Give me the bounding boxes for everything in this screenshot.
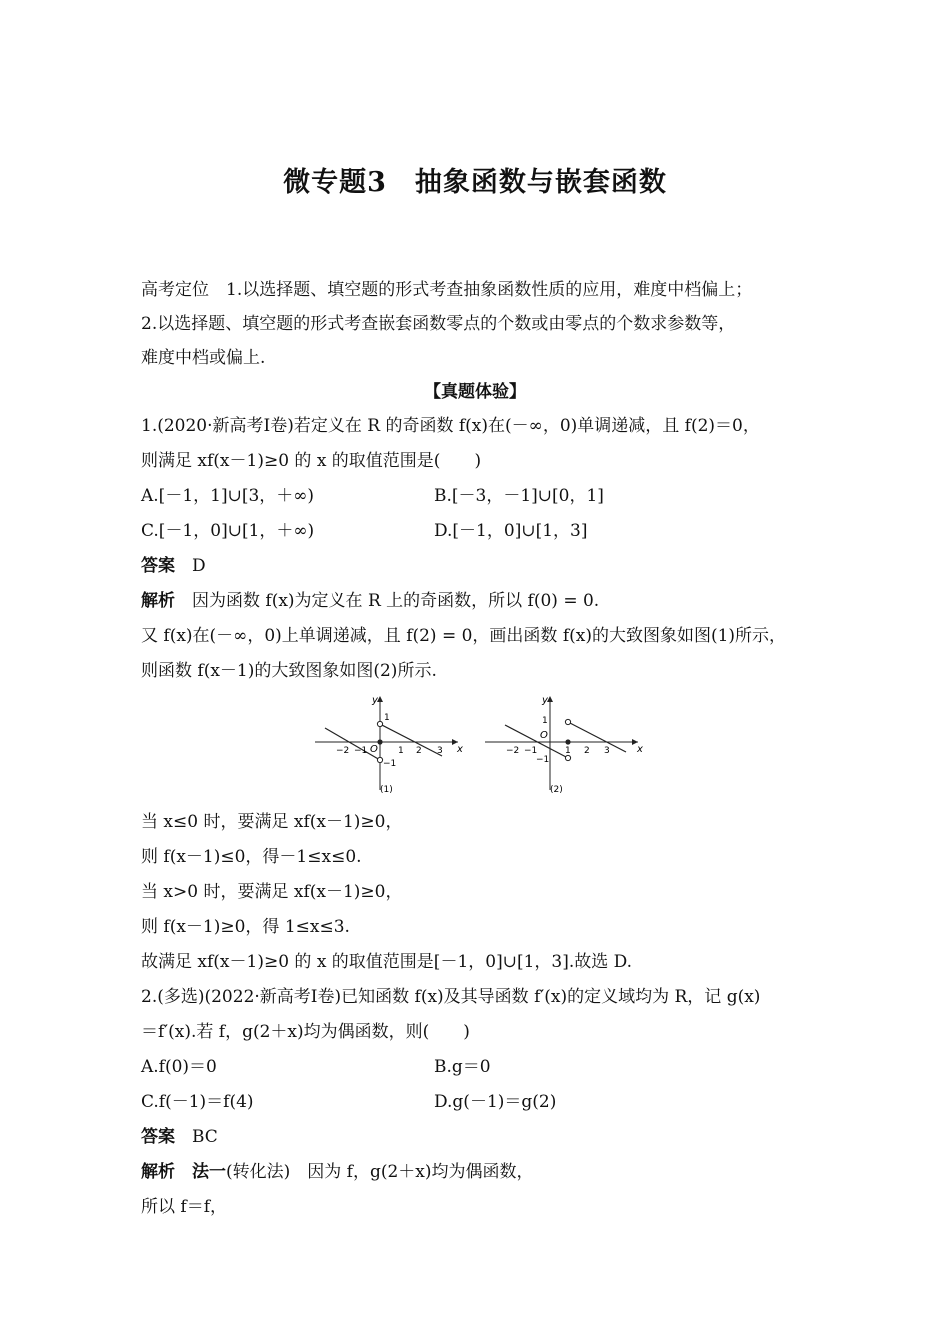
q1-step-1: 当 x≤0 时，要满足 xf(x－1)≥0， (141, 812, 403, 832)
graph2-right-branch (568, 722, 626, 752)
q2-option-c: C.f(－1)＝f(4) (141, 1092, 254, 1112)
graph1-caption: (1) (380, 785, 393, 795)
graph2-open-point-bottom (565, 755, 570, 760)
graph1-tick-x1: 1 (398, 746, 404, 756)
graph2-tick-x1: 1 (565, 746, 571, 756)
answer-value: D (192, 556, 206, 576)
function-graphs (310, 690, 650, 800)
section-heading: 【真题体验】 (424, 382, 526, 402)
q2-option-d: D.g(－1)＝g(2) (434, 1092, 557, 1112)
analysis-text: 因为函数 f(x)为定义在 R 上的奇函数，所以 f(0) = 0. (192, 591, 600, 611)
q2-answer (141, 1125, 218, 1149)
graph1-y-label: y (372, 695, 378, 706)
graph2-tick-x3: 3 (604, 746, 610, 756)
page-title: 微专题3 抽象函数与嵌套函数 (283, 167, 667, 198)
graph1-tick-neg2: −2 (336, 746, 350, 756)
q1-step-4: 则 f(x－1)≥0，得 1≤x≤3. (141, 917, 350, 937)
analysis-label: 解析 (141, 1162, 175, 1182)
graph2-caption: (2) (550, 785, 563, 795)
graph2-tick-1: 1 (542, 716, 548, 726)
q1-step-3: 当 x>0 时，要满足 xf(x－1)≥0， (141, 882, 403, 902)
q1-conclusion: 故满足 xf(x－1)≥0 的 x 的取值范围是[－1，0]∪[1，3].故选 D. (141, 952, 633, 972)
q1-stem-2: 则满足 xf(x－1)≥0 的 x 的取值范围是( ) (141, 451, 482, 471)
graph2-y-label: y (542, 695, 548, 706)
analysis-label: 解析 (141, 591, 175, 611)
intro-line-1: 高考定位 1.以选择题、填空题的形式考查抽象函数性质的应用，难度中档偏上； (141, 280, 753, 300)
q2-option-a: A.f(0)＝0 (141, 1057, 217, 1077)
q1-option-a: A.[－1，1]∪[3，＋∞) (141, 486, 315, 506)
graph1-origin-point (377, 739, 382, 744)
graph1-tick-x3: 3 (437, 746, 443, 756)
intro-line-2: 2.以选择题、填空题的形式考查嵌套函数零点的个数或由零点的个数求参数等， (141, 314, 736, 334)
graph1-origin-label: O (370, 744, 378, 755)
q1-option-d: D.[－1，0]∪[1，3] (434, 521, 588, 541)
graph2-x-label: x (637, 744, 643, 755)
q2-option-b: B.g＝0 (434, 1057, 491, 1077)
q1-option-c: C.[－1，0]∪[1，＋∞) (141, 521, 315, 541)
graph-1 (315, 695, 463, 795)
q1-analysis-2: 又 f(x)在(－∞，0)上单调递减，且 f(2) = 0，画出函数 f(x)的大致图象如图(1)所示， (141, 626, 787, 646)
graph-2 (485, 695, 643, 795)
q1-step-2: 则 f(x－1)≤0，得－1≤x≤0. (141, 847, 362, 867)
graph1-tick-x2: 2 (416, 746, 422, 756)
graph1-right-branch (380, 724, 442, 756)
analysis-text: (转化法) 因为 f，g(2＋x)均为偶函数， (226, 1162, 534, 1182)
graph1-x-label: x (457, 744, 463, 755)
q2-stem-1: 2.(多选)(2022·新高考Ⅰ卷)已知函数 f(x)及其导函数 f′(x)的定义域均为 R，记 g(x) (141, 987, 761, 1007)
graph1-open-point-top (377, 721, 382, 726)
graph2-origin-label: O (540, 730, 548, 741)
answer-value: BC (192, 1127, 218, 1147)
graph1-tick-1: 1 (384, 713, 390, 723)
q2-analysis-2: 所以 f＝f， (141, 1197, 227, 1217)
graph2-point-x1 (565, 739, 570, 744)
q2-stem-2: ＝f′(x).若 f，g(2＋x)均为偶函数，则( ) (141, 1022, 470, 1042)
method-label: 法一 (192, 1162, 226, 1182)
graph2-tick-x2: 2 (584, 746, 590, 756)
graph1-open-point-bottom (377, 757, 382, 762)
intro-line-3: 难度中档或偏上. (141, 348, 266, 368)
graph1-tick-neg1-x: −1 (354, 746, 368, 756)
q1-option-b: B.[－3，－1]∪[0，1] (434, 486, 604, 506)
graph2-tick-neg1: −1 (536, 755, 550, 765)
graph1-tick-neg1: −1 (383, 759, 397, 769)
q2-analysis-1 (141, 1160, 534, 1184)
graph2-open-point-top (565, 719, 570, 724)
graph2-tick-neg1-x: −1 (524, 746, 538, 756)
answer-label: 答案 (141, 556, 175, 576)
q1-analysis-1 (141, 589, 599, 613)
q1-answer (141, 554, 206, 578)
q1-stem-1: 1.(2020·新高考Ⅰ卷)若定义在 R 的奇函数 f(x)在(－∞，0)单调递减，且 f(2)＝0， (141, 416, 760, 436)
graph2-tick-neg2: −2 (506, 746, 520, 756)
q1-analysis-3: 则函数 f(x－1)的大致图象如图(2)所示. (141, 661, 437, 681)
answer-label: 答案 (141, 1127, 175, 1147)
